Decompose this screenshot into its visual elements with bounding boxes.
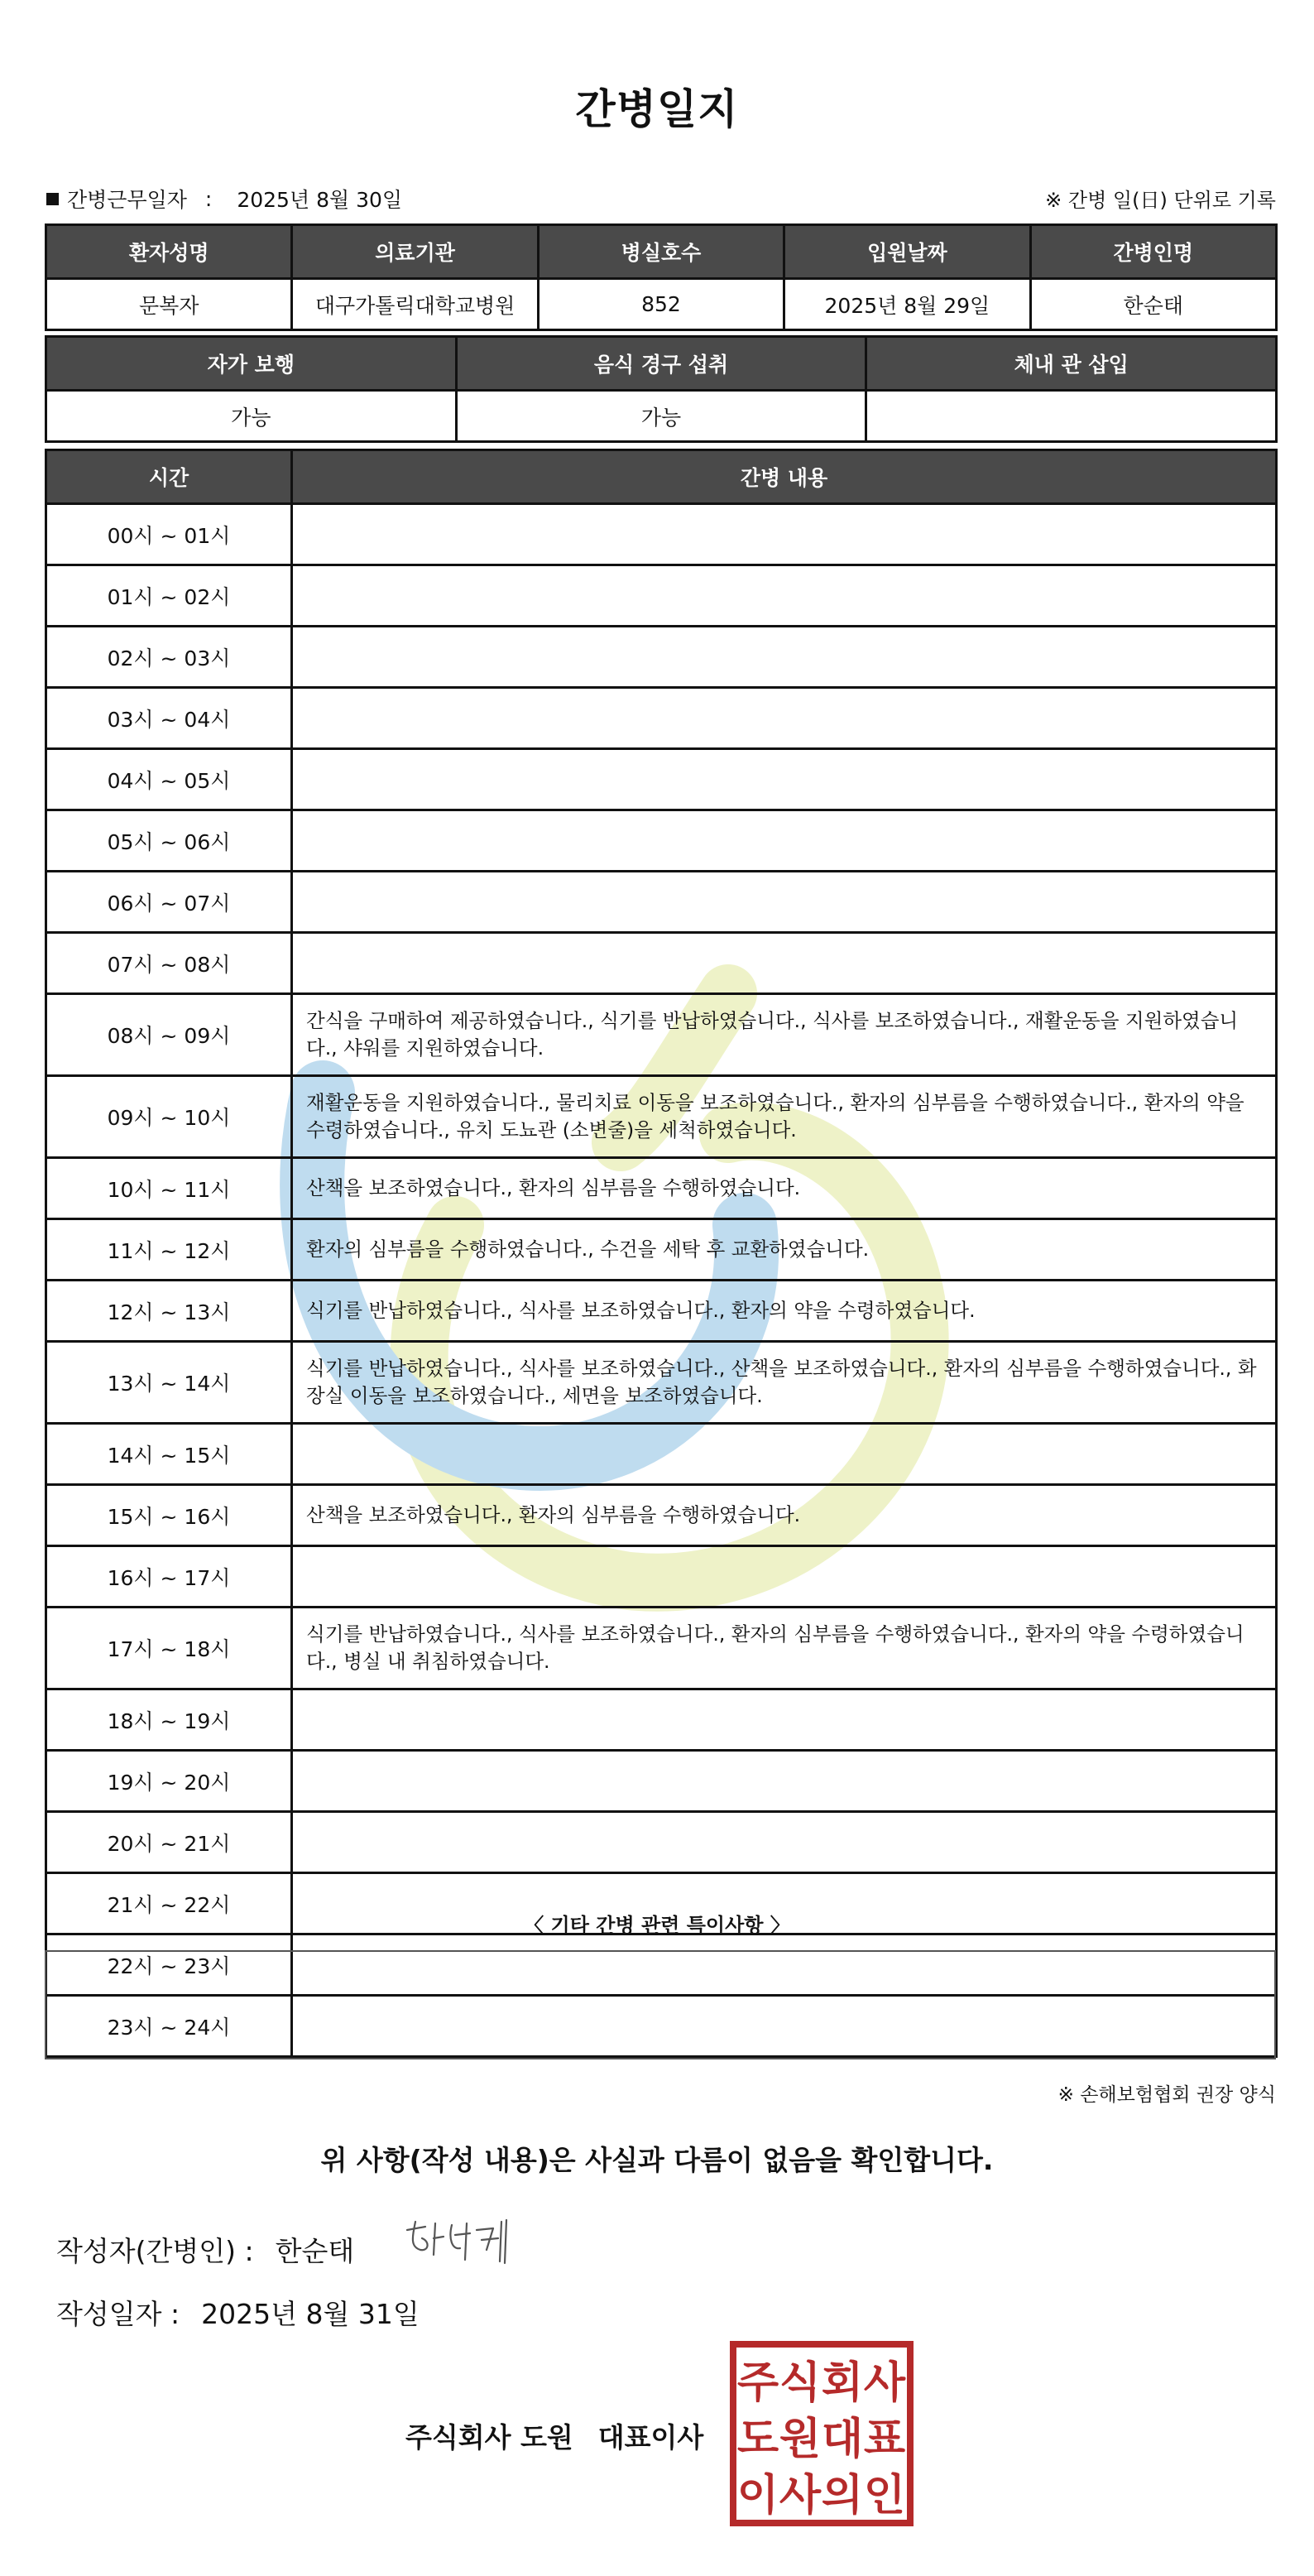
company-title: 대표이사 xyxy=(597,2421,704,2453)
table-row xyxy=(46,1076,1277,1158)
table-row xyxy=(46,1812,1277,1873)
seal-glyph: 식 xyxy=(779,2358,822,2408)
header-tube-insertion: 체내 관 삽입 xyxy=(866,337,1277,391)
table-row xyxy=(46,1219,1277,1281)
write-date-label: 작성일자 : xyxy=(56,2298,180,2330)
work-date-value: 2025년 8월 30일 xyxy=(237,188,403,212)
care-content xyxy=(292,872,1277,933)
caregiver-name: 한순태 xyxy=(1030,279,1276,330)
table-row xyxy=(46,565,1277,627)
care-content xyxy=(292,810,1277,872)
company-seal xyxy=(728,2339,915,2528)
care-content xyxy=(292,627,1277,688)
table-row xyxy=(46,749,1277,810)
care-content: 환자의 심부름을 수행하였습니다., 수건을 세탁 후 교환하였습니다. xyxy=(292,1219,1277,1281)
seal-glyph: 대 xyxy=(821,2415,864,2464)
table-row xyxy=(46,994,1277,1076)
table-row xyxy=(46,627,1277,688)
care-log-table xyxy=(45,449,1278,2058)
seal-glyph: 사 xyxy=(779,2471,822,2521)
seal-glyph: 인 xyxy=(863,2471,906,2521)
table-row xyxy=(46,1281,1277,1342)
care-content xyxy=(292,749,1277,810)
header-caregiver-name: 간병인명 xyxy=(1030,225,1276,279)
care-content xyxy=(292,1812,1277,1873)
table-row xyxy=(46,872,1277,933)
care-content: 재활운동을 지원하였습니다., 물리치료 이동을 보조하였습니다., 환자의 심부름을 수행하였습니다., 환자의 약을 수령하였습니다., 유치 도뇨관 (소변줄)을 세척하였습니다. xyxy=(292,1076,1277,1158)
table-row xyxy=(46,504,1277,565)
time-slot: 23시 ~ 24시 xyxy=(46,1996,292,2057)
care-content xyxy=(292,1424,1277,1485)
seal-glyph: 주 xyxy=(736,2358,779,2408)
table-row xyxy=(46,1608,1277,1689)
care-content: 식기를 반납하였습니다., 식사를 보조하였습니다., 환자의 약을 수령하였습니다. xyxy=(292,1281,1277,1342)
table-row xyxy=(46,1342,1277,1424)
bullet-square-icon xyxy=(46,193,59,205)
time-slot: 22시 ~ 23시 xyxy=(46,1934,292,1996)
time-slot: 01시 ~ 02시 xyxy=(46,565,292,627)
time-slot: 18시 ~ 19시 xyxy=(46,1689,292,1751)
page-title: 간병일지 xyxy=(575,85,739,133)
header-care-content: 간병 내용 xyxy=(292,450,1277,504)
table-row xyxy=(46,1751,1277,1812)
work-date-label: 간병근무일자 xyxy=(67,188,187,212)
table-row xyxy=(46,1424,1277,1485)
table-row xyxy=(46,1158,1277,1219)
seal-glyph: 표 xyxy=(863,2415,906,2464)
time-slot: 06시 ~ 07시 xyxy=(46,872,292,933)
time-slot: 08시 ~ 09시 xyxy=(46,994,292,1076)
writer-name: 한순태 xyxy=(275,2235,355,2267)
header-patient-name: 환자성명 xyxy=(46,225,292,279)
patient-info-table xyxy=(45,223,1278,331)
care-content xyxy=(292,933,1277,994)
care-content: 산책을 보조하였습니다., 환자의 심부름을 수행하였습니다. xyxy=(292,1158,1277,1219)
care-content xyxy=(292,688,1277,749)
seal-glyph: 사 xyxy=(863,2358,906,2408)
time-slot: 17시 ~ 18시 xyxy=(46,1608,292,1689)
hospital: 대구가톨릭대학교병원 xyxy=(292,279,538,330)
table-row xyxy=(46,1689,1277,1751)
care-content: 산책을 보조하였습니다., 환자의 심부름을 수행하였습니다. xyxy=(292,1485,1277,1546)
time-slot: 11시 ~ 12시 xyxy=(46,1219,292,1281)
care-content: 간식을 구매하여 제공하였습니다., 식기를 반납하였습니다., 식사를 보조하였습니다., 재활운동을 지원하였습니다., 샤워를 지원하였습니다. xyxy=(292,994,1277,1076)
care-content xyxy=(292,565,1277,627)
writer xyxy=(56,2230,354,2269)
care-content: 식기를 반납하였습니다., 식사를 보조하였습니다., 산책을 보조하였습니다., 환자의 심부름을 수행하였습니다., 화장실 이동을 보조하였습니다., 세면을 보조하였습니다. xyxy=(292,1342,1277,1424)
header-room-number: 병실호수 xyxy=(538,225,784,279)
writer-label: 작성자(간병인) : xyxy=(56,2235,254,2267)
time-slot: 19시 ~ 20시 xyxy=(46,1751,292,1812)
time-slot: 02시 ~ 03시 xyxy=(46,627,292,688)
oral-intake-value: 가능 xyxy=(456,391,866,442)
time-slot: 09시 ~ 10시 xyxy=(46,1076,292,1158)
header-admission-date: 입원날짜 xyxy=(784,225,1030,279)
company-name: 주식회사 도원 xyxy=(405,2421,573,2453)
time-slot: 04시 ~ 05시 xyxy=(46,749,292,810)
confirmation-statement: 위 사항(작성 내용)은 사실과 다름이 없음을 확인합니다. xyxy=(320,2144,994,2176)
admission-date: 2025년 8월 29일 xyxy=(784,279,1030,330)
time-slot: 16시 ~ 17시 xyxy=(46,1546,292,1608)
seal-glyph: 원 xyxy=(779,2415,822,2464)
care-content: 식기를 반납하였습니다., 식사를 보조하였습니다., 환자의 심부름을 수행하였습니다., 환자의 약을 수령하였습니다., 병실 내 취침하였습니다. xyxy=(292,1608,1277,1689)
tube-insertion-value xyxy=(866,391,1277,442)
header-oral-intake: 음식 경구 섭취 xyxy=(456,337,866,391)
time-slot: 03시 ~ 04시 xyxy=(46,688,292,749)
header-self-walking: 자가 보행 xyxy=(46,337,457,391)
record-note: ※ 간병 일(日) 단위로 기록 xyxy=(1045,189,1276,212)
table-row xyxy=(46,688,1277,749)
self-walking-value: 가능 xyxy=(46,391,457,442)
room-number: 852 xyxy=(538,279,784,330)
company-line xyxy=(405,2416,703,2455)
write-date-value: 2025년 8월 31일 xyxy=(201,2298,420,2330)
seal-glyph: 도 xyxy=(736,2415,779,2464)
patient-name: 문복자 xyxy=(46,279,292,330)
time-slot: 00시 ~ 01시 xyxy=(46,504,292,565)
time-slot: 05시 ~ 06시 xyxy=(46,810,292,872)
table-row xyxy=(46,933,1277,994)
care-content xyxy=(292,1751,1277,1812)
time-slot: 13시 ~ 14시 xyxy=(46,1342,292,1424)
seal-glyph: 회 xyxy=(821,2358,864,2408)
care-content xyxy=(292,1546,1277,1608)
care-content xyxy=(292,1689,1277,1751)
time-slot: 20시 ~ 21시 xyxy=(46,1812,292,1873)
time-slot: 12시 ~ 13시 xyxy=(46,1281,292,1342)
table-row xyxy=(46,1485,1277,1546)
care-content xyxy=(292,504,1277,565)
write-date xyxy=(56,2293,420,2332)
header-time: 시간 xyxy=(46,450,292,504)
time-slot: 15시 ~ 16시 xyxy=(46,1485,292,1546)
ability-table xyxy=(45,335,1278,443)
time-slot: 21시 ~ 22시 xyxy=(46,1873,292,1934)
work-date-colon: : xyxy=(204,186,213,211)
notes-box xyxy=(45,1950,1276,2059)
seal-glyph: 의 xyxy=(821,2471,864,2521)
table-row xyxy=(46,1546,1277,1608)
notes-title: 〈 기타 간병 관련 특이사항 〉 xyxy=(524,1914,790,1937)
header-hospital: 의료기관 xyxy=(292,225,538,279)
form-footnote: ※ 손해보험협회 권장 양식 xyxy=(1057,2084,1276,2106)
time-slot: 14시 ~ 15시 xyxy=(46,1424,292,1485)
time-slot: 10시 ~ 11시 xyxy=(46,1158,292,1219)
signature xyxy=(400,2213,525,2271)
work-date xyxy=(46,184,402,214)
table-row xyxy=(46,810,1277,872)
time-slot: 07시 ~ 08시 xyxy=(46,933,292,994)
seal-glyph: 이 xyxy=(736,2471,779,2521)
